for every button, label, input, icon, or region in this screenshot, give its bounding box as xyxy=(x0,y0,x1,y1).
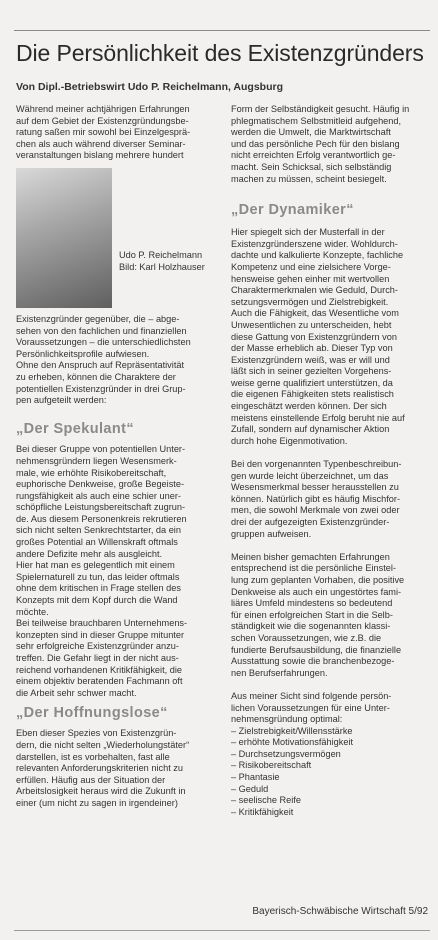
text-line: phlegmatischem Selbstmitleid aufgehend, xyxy=(231,115,402,126)
text-line: de. Aus diesem Personenkreis rekrutieren xyxy=(16,513,187,524)
text-line: der Masse erheblich ab. Dieser Typ von xyxy=(231,343,393,354)
text-line: Bei den vorgenannten Typenbeschreibun- xyxy=(231,459,402,470)
text-line: die Arbeit sehr schwer macht. xyxy=(16,687,137,698)
text-line: chen als auch während diverser Seminar- xyxy=(16,138,186,149)
text-line: können. Natürlich gibt es häufig Mischfor- xyxy=(231,493,401,504)
photo-caption xyxy=(119,250,205,273)
text-line: – Risikobereitschaft xyxy=(231,760,312,771)
text-line: lichen Voraussetzungen für eine Unter- xyxy=(231,702,390,713)
text-line: Kompetenz und eine zielsichere Vorge- xyxy=(231,261,391,272)
text-line: setzungsvermögen und Zielstrebigkeit. xyxy=(231,296,389,307)
text-line: durch hohe Eigenmotivation. xyxy=(231,435,348,446)
author-byline: Von Dipl.-Betriebswirt Udo P. Reichelmann, Augsburg xyxy=(16,81,284,93)
spekulant-paragraph xyxy=(16,444,216,618)
left-column xyxy=(16,104,216,810)
text-line: Ausstattung sowie die branchenbezoge- xyxy=(231,656,395,667)
text-line: lung zum geplanten Vorhaben, die positive xyxy=(231,574,405,585)
text-line: – Durchsetzungsvermögen xyxy=(231,748,341,759)
text-line: Persönlichkeitsprofile aufwiesen. xyxy=(16,348,150,359)
text-line: Wesensmerkmal besser herausstellen zu xyxy=(231,482,399,493)
text-line: weise gerne qualifiziert unterstützen, da xyxy=(231,377,393,388)
text-line: relevanten Anforderungskriterien nicht zu xyxy=(16,763,184,774)
text-line: Bei dieser Gruppe von potentiellen Unter- xyxy=(16,444,186,455)
text-line: reichend vorhandenen Kritikfähigkeit, die xyxy=(16,664,182,675)
text-line: läßt sich in seiner gezielten Vorgehens- xyxy=(231,366,392,377)
text-line: euphorische Denkweise, große Begeiste- xyxy=(16,479,185,490)
text-line: einer (um nicht zu sagen in irgendeiner) xyxy=(16,797,178,808)
text-line: macht. Sein Schicksal, sich selbständig xyxy=(231,161,392,172)
text-line: – Kritikfähigkeit xyxy=(231,806,294,817)
caption-name: Udo P. Reichelmann xyxy=(119,249,203,260)
author-portrait-photo xyxy=(16,168,112,308)
text-line: großes Potential an Willenskraft oftmals xyxy=(16,537,178,548)
text-line: Konzepts mit dem Kopf durch die Wand xyxy=(16,595,178,606)
heading-dynamiker: „Der Dynamiker“ xyxy=(231,202,354,219)
heading-spekulant: „Der Spekulant“ xyxy=(16,421,134,438)
heading-hoffnungslose: „Der Hoffnungslose“ xyxy=(16,705,168,722)
text-line: Meinen bisher gemachten Erfahrungen xyxy=(231,551,390,562)
text-line: male, wie erhöhte Risikobereitschaft, xyxy=(16,467,167,478)
text-line: nicht erreichten Erfolg verantwortlich ge- xyxy=(231,150,396,161)
text-line: Aus meiner Sicht sind folgende persön- xyxy=(231,690,392,701)
text-line: sehen von den fachlichen und finanziellen xyxy=(16,325,187,336)
text-line: konzepten sind in dieser Gruppe mitunter xyxy=(16,629,185,640)
right-column xyxy=(231,104,438,818)
intro-paragraph xyxy=(16,104,216,162)
voraussetzungen-paragraph xyxy=(231,691,438,726)
text-line: Existenzgründern weiß, was er will und xyxy=(231,354,390,365)
text-line: Arbeitslosigkeit heraus wird die Zukunft in xyxy=(16,786,186,797)
text-line: veranstaltungen bislang mehrere hundert xyxy=(16,150,184,161)
text-line: die eigenen Fähigkeiten stets realistisch xyxy=(231,389,394,400)
hoffnungslose-continued-paragraph xyxy=(231,104,438,185)
dynamiker-paragraph xyxy=(231,227,438,447)
text-line: Existenzgründerszene wider. Wohldurch- xyxy=(231,238,398,249)
text-line: darstellen, ist es vorbehalten, fast alle xyxy=(16,751,170,762)
text-line: hensweise gehen einher mit wertvollen xyxy=(231,273,390,284)
author-photo-block xyxy=(16,168,216,314)
text-line: meistens einstellende Erfolg beruht nie auf xyxy=(231,412,405,423)
text-line: fundierte Berufsausbildung, die finanzielle xyxy=(231,644,402,655)
text-line: drei der aufgezeigten Existenzgründer- xyxy=(231,517,390,527)
typen-paragraph xyxy=(231,459,438,540)
text-line: werden die Umwelt, die Marktwirtschaft xyxy=(231,127,391,138)
text-line: diese Gattung von Existenzgründern von xyxy=(231,331,397,342)
text-line: rungsfähigkeit als auch eine schier uner- xyxy=(16,490,181,501)
text-line: Charaktermerkmalen wie Geduld, Durch- xyxy=(231,285,398,296)
text-line: entsprechend ist die persönliche Einstel- xyxy=(231,563,396,574)
text-line: dern, die nicht selten „Wiederholungstäter“ xyxy=(16,739,190,750)
text-line: und das persönliche Pech für den bislang xyxy=(231,138,400,149)
text-line: Form der Selbständigkeit gesucht. Häufig in xyxy=(231,104,410,114)
text-line: ständigkeit wie die sogenannten klassi- xyxy=(231,621,391,632)
text-line: machen zu müssen, scheint besiegelt. xyxy=(231,173,387,184)
text-line: Spielernaturell zu tun, das leider oftmals xyxy=(16,571,180,582)
text-line: Denkweise als auch ein ungestörtes fami- xyxy=(231,586,402,597)
text-line: – erhöhte Motivationsfähigkeit xyxy=(231,737,354,748)
text-line: gen wurde leicht überzeichnet, um das xyxy=(231,470,389,481)
article-title: Die Persönlichkeit des Existenzgründers xyxy=(16,40,424,66)
voraussetzungen-list xyxy=(231,726,438,819)
text-line: Ohne den Anspruch auf Repräsentativität xyxy=(16,360,185,371)
text-line: eingeschätzt werden können. Der sich xyxy=(231,401,387,412)
text-line: Während meiner achtjährigen Erfahrungen xyxy=(16,104,190,114)
text-line: treffen. Die Gefahr liegt in der nicht aus- xyxy=(16,653,179,663)
text-line: auf dem Gebiet der Existenzgründungsbe- xyxy=(16,115,189,126)
text-line: andere Defizite mehr als ausgleicht. xyxy=(16,548,163,559)
bottom-rule xyxy=(14,930,430,931)
text-line: Eben dieser Spezies von Existenzgrün- xyxy=(16,728,177,739)
text-line: pen aufgeteilt werden: xyxy=(16,395,107,406)
text-line: – seelische Reife xyxy=(231,795,301,806)
text-line: – Geduld xyxy=(231,783,269,794)
text-line: – Phantasie xyxy=(231,772,280,783)
text-line: Bei teilweise brauchbaren Unternehmens- xyxy=(16,618,188,629)
erfahrungen-paragraph xyxy=(231,552,438,680)
text-line: dachte und kalkulierte Konzepte, fachliche xyxy=(231,250,404,261)
spekulant-paragraph-2 xyxy=(16,618,216,699)
text-line: nehmensgründung optimal: xyxy=(231,714,343,725)
text-line: gruppen aufweisen. xyxy=(231,528,312,539)
hoffnungslose-paragraph xyxy=(16,728,216,809)
text-line: Existenzgründer gegenüber, die – abge- xyxy=(16,313,180,324)
text-line: nen Berufserfahrungen. xyxy=(231,667,328,678)
text-line: ohne dem kritischen in Frage stellen des xyxy=(16,583,181,594)
text-line: Zufall, sondern auf dynamischer Aktion xyxy=(231,424,390,435)
text-line: erfüllen. Häufig aus der Situation der xyxy=(16,774,166,785)
text-line: ratung saßen mir sowohl bei Einzelgesprä- xyxy=(16,127,191,138)
text-line: Voraussetzungen – die unterschiedlichsten xyxy=(16,337,191,348)
text-line: sehr erfolgreiche Existenzgründer anzu- xyxy=(16,641,179,652)
source-footer: Bayerisch-Schwäbische Wirtschaft 5/92 xyxy=(252,906,428,917)
text-line: men, die sowohl Merkmale von zwei oder xyxy=(231,505,400,516)
text-line: Hier spiegelt sich der Musterfall in der xyxy=(231,227,385,238)
text-line: potentiellen Existenzgründer in drei Grup- xyxy=(16,383,186,394)
text-line: sich nicht selten Senkrechtstarter, da ein xyxy=(16,525,181,536)
text-line: nehmensgründern liegen Wesensmerk- xyxy=(16,455,177,466)
text-line: – Zielstrebigkeit/Willensstärke xyxy=(231,725,353,736)
text-line: zu erheben, können die Charaktere der xyxy=(16,371,176,382)
text-line: Auch die Fähigkeit, das Wesentliche vom xyxy=(231,308,399,319)
text-line: Unwesentlichen zu unterscheiden, hebt xyxy=(231,319,392,330)
text-line: möchte. xyxy=(16,606,49,617)
intro-continued-paragraph xyxy=(16,314,216,407)
text-line: Hier hat man es gelegentlich mit einem xyxy=(16,560,175,571)
text-line: liäres Umfeld mindestens so bedeutend xyxy=(231,598,393,609)
top-rule xyxy=(14,30,430,31)
text-line: schöpfliche Leistungsbereitschaft zugrun- xyxy=(16,502,186,513)
caption-credit: Bild: Karl Holzhauser xyxy=(119,261,205,272)
text-line: für einen erfolgreichen Start in die Selb- xyxy=(231,609,393,620)
text-line: einem objektiv beratenden Fachmann oft xyxy=(16,676,183,687)
text-line: schen Voraussetzungen, wie z.B. die xyxy=(231,632,382,643)
